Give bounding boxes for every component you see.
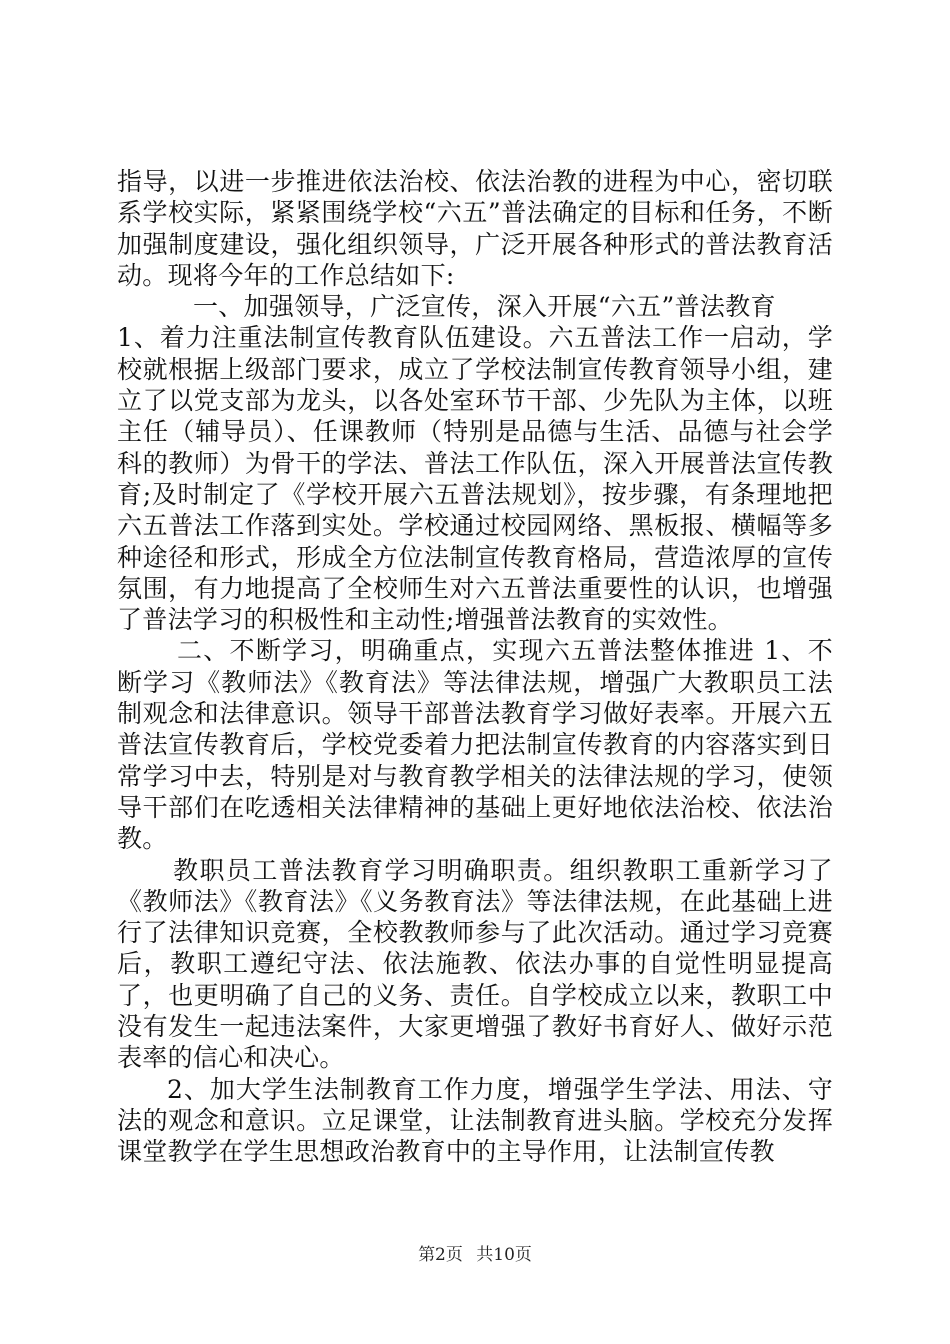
paragraph-heading-one: 一、加强领导，广泛宣传，深入开展“六五”普法教育	[193, 292, 776, 322]
page-number: 第2页	[418, 1245, 463, 1265]
paragraph-staff-study: 教职员工普法教育学习明确职责。组织教职工重新学习了《教师法》《教育法》《义务教育法》等法律法规，在此基础上进行了法律知识竞赛，全校教教师参与了此次活动。通过学习竞赛后，教职工遵纪守法、依法施教、依法办事的自觉性明显提高了，也更明确了自己的义务、责任。自学校成立以来，教职工中没有发生一起违法案件，大家更增强了教好书育好人、做好示范表率的信心和决心。	[117, 855, 833, 1073]
page-footer	[0, 1240, 950, 1265]
paragraph-student-education: 2、加大学生法制教育工作力度，增强学生学法、用法、守法的观念和意识。立足课堂，让法制教育进头脑。学校充分发挥课堂教学在学生思想政治教育中的主导作用，让法制宣传教	[117, 1074, 833, 1167]
paragraph-intro: 指导，以进一步推进依法治校、依法治教的进程为中心，密切联系学校实际，紧紧围绕学校“六五”普法确定的目标和任务，不断加强制度建设，强化组织领导，广泛开展各种形式的普法教育活动。现将今年的工作总结如下:	[117, 167, 833, 290]
page-total: 共10页	[476, 1245, 532, 1265]
paragraph-heading-two: 二、不断学习，明确重点，实现六五普法整体推进 1、不断学习《教师法》《教育法》等法律法规，增强广大教职员工法制观念和法律意识。领导干部普法教育学习做好表率。开展六五普法宣传教育后，学校党委着力把法制宣传教育的内容落实到日常学习中去，特别是对与教育教学相关的法律法规的学习，使领导干部们在吃透相关法律精神的基础上更好地依法治校、依法治教。	[117, 636, 833, 854]
paragraph-team-building: 1、着力注重法制宣传教育队伍建设。六五普法工作一启动，学校就根据上级部门要求，成立了学校法制宣传教育领导小组，建立了以党支部为龙头，以各处室环节干部、少先队为主体，以班主任（辅导员）、任课教师（特别是品德与生活、品德与社会学科的教师）为骨干的学法、普法工作队伍，深入开展普法宣传教育;及时制定了《学校开展六五普法规划》，按步骤，有条理地把六五普法工作落到实处。学校通过校园网络、黑板报、横幅等多种途径和形式，形成全方位法制宣传教育格局，营造浓厚的宣传氛围，有力地提高了全校师生对六五普法重要性的认识，也增强了普法学习的积极性和主动性;增强普法教育的实效性。	[117, 323, 833, 635]
document-body	[117, 166, 833, 1168]
